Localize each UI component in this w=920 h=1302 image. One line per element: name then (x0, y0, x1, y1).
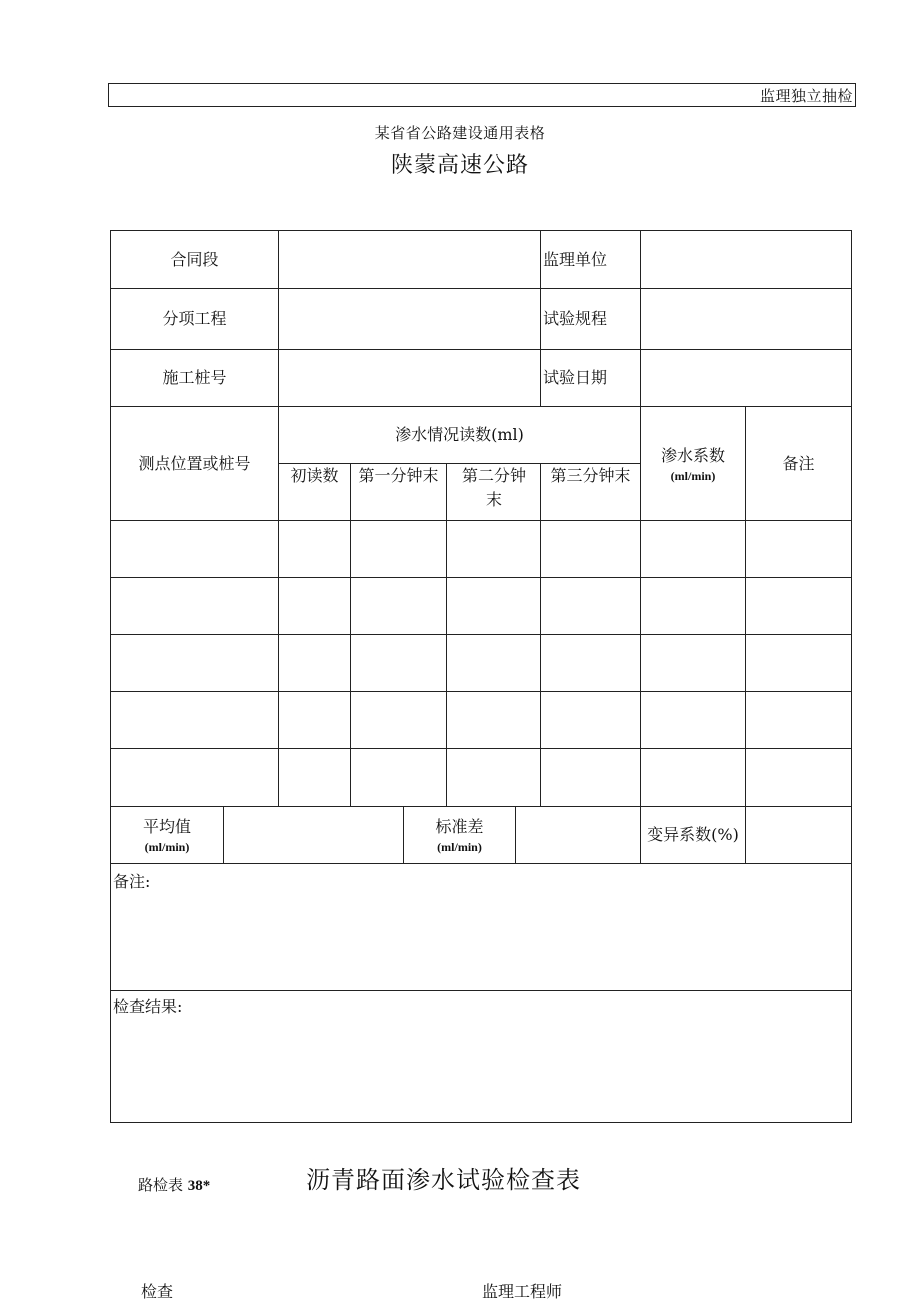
spec-value[interactable] (641, 289, 851, 349)
coefficient-label: 渗水系数 (660, 445, 725, 465)
form-code-prefix: 路检表 (138, 1176, 184, 1194)
remark-header: 备注 (782, 453, 815, 473)
mean-label: 平均值 (142, 817, 191, 836)
date-label: 试验日期 (543, 368, 608, 387)
grid-line (111, 990, 851, 991)
project-value[interactable] (279, 289, 540, 349)
grid-line (350, 463, 351, 806)
supervisor-label: 监理单位 (543, 249, 608, 269)
contract-value[interactable] (279, 231, 540, 288)
third-minute-header: 第三分钟末 (550, 466, 631, 485)
coefficient-unit: (ml/min) (670, 468, 716, 483)
cv-value[interactable] (746, 807, 851, 863)
row-location[interactable] (111, 578, 278, 634)
mean-value[interactable] (224, 807, 403, 863)
result-label: 检查结果: (113, 997, 183, 1016)
form-main-title: 沥青路面渗水试验检查表 (306, 1166, 581, 1194)
supervisor-value[interactable] (641, 231, 851, 288)
inspector-label: 检查 (141, 1282, 174, 1301)
form-code-number: 38* (187, 1178, 211, 1194)
form-subtitle: 某省省公路建设通用表格 (374, 124, 546, 142)
station-value[interactable] (279, 350, 540, 406)
date-value[interactable] (641, 350, 851, 406)
inspection-table (110, 230, 852, 1123)
project-label: 分项工程 (162, 309, 227, 328)
reading-group-header: 渗水情况读数(ml) (395, 425, 524, 444)
row-location[interactable] (111, 749, 278, 806)
row-location[interactable] (111, 692, 278, 748)
mean-label-cell (111, 807, 223, 863)
std-label-cell (404, 807, 515, 863)
mean-unit: (ml/min) (144, 840, 190, 854)
spec-label: 试验规程 (543, 309, 608, 328)
remarks-label: 备注: (113, 872, 151, 891)
station-label: 施工桩号 (162, 368, 227, 387)
form-code (138, 1174, 210, 1195)
form-title: 陕蒙高速公路 (390, 153, 529, 178)
independent-check-label: 监理独立抽检 (759, 87, 853, 105)
engineer-label: 监理工程师 (482, 1282, 563, 1301)
coefficient-header (641, 407, 745, 520)
top-label-box (108, 83, 856, 107)
std-value[interactable] (516, 807, 640, 863)
grid-line (446, 463, 447, 806)
second-minute-header: 第二分钟末 (461, 466, 526, 509)
grid-line (540, 463, 541, 806)
contract-label: 合同段 (170, 249, 219, 269)
grid-line (111, 863, 851, 864)
row-location[interactable] (111, 521, 278, 577)
row-location[interactable] (111, 635, 278, 691)
initial-reading-header: 初读数 (290, 466, 339, 485)
std-unit: (ml/min) (437, 840, 482, 854)
std-label: 标准差 (435, 817, 484, 836)
first-minute-header: 第一分钟末 (358, 466, 439, 485)
cv-label: 变异系数(%) (647, 825, 739, 844)
location-header: 测点位置或桩号 (138, 453, 251, 473)
